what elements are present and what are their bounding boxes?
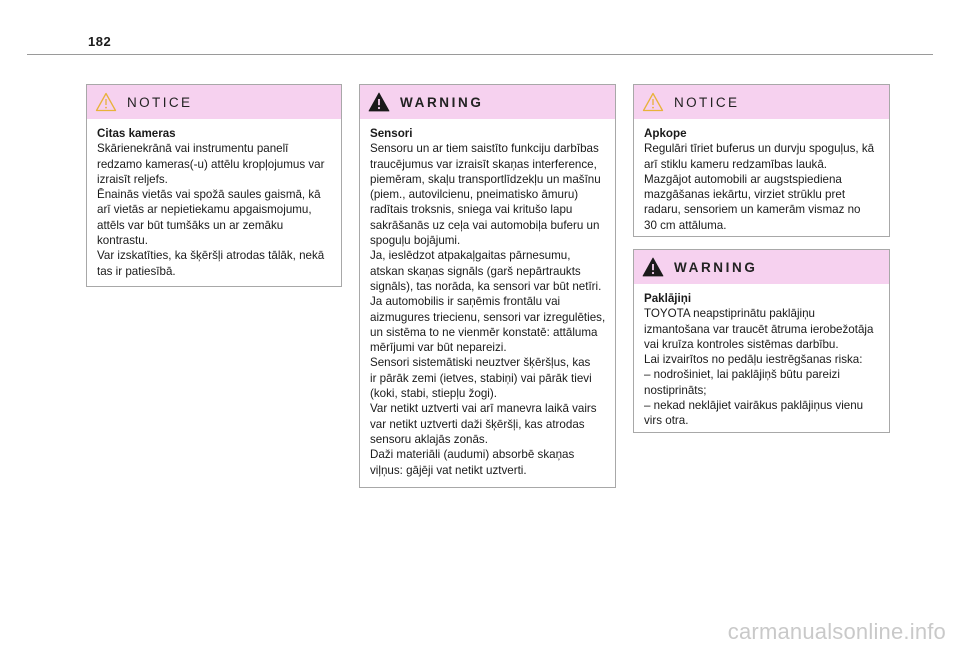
warning-triangle-icon xyxy=(642,257,664,277)
text-line: aizmugures triecienu, sensori var izregulēties, xyxy=(370,310,606,324)
text-line: atskan skaņas signāls (garš nepārtraukts xyxy=(370,264,581,278)
text-line: Ja, ieslēdzot atpakaļgaitas pārnesumu, xyxy=(370,249,571,263)
text-line: arī vietās ar nepietiekamu apgaismojumu, xyxy=(97,203,312,217)
text-line: redzamo kameras(-u) attēlu kropļojumus var xyxy=(97,157,325,171)
text-line: radaru, sensoriem un kamerām vismaz no xyxy=(644,203,861,217)
watermark: carmanualsonline.info xyxy=(727,619,946,644)
text-line: piemēram, skaļu transportlīdzekļu un mašīnu xyxy=(370,172,601,186)
warning-box-floor-mats xyxy=(633,249,890,433)
text-line: ir pārāk zemi (ietves, stabiņi) vai pārāk tievi xyxy=(370,371,592,385)
text-line: tas ir patiesībā. xyxy=(97,264,176,278)
notice-box-maintenance xyxy=(633,84,890,237)
text-line: attēls var būt tumšāks un ar zemāku xyxy=(97,218,284,232)
text-line: virs otra. xyxy=(644,414,689,428)
text-line: mērījumi var būt nepareizi. xyxy=(370,341,507,355)
text-line: Var izskatīties, ka šķēršļi atrodas tālāk, nekā xyxy=(97,249,325,263)
text-line: Ēnainās vietās vai spožā saules gaismā, kā xyxy=(97,188,321,202)
top-rule xyxy=(27,54,933,55)
text-line: radītais troksnis, sniega vai kritušo lapu xyxy=(370,203,573,217)
text-line: Var netikt uztverti vai arī manevra laikā vairs xyxy=(370,402,597,416)
notice-title: NOTICE xyxy=(674,94,740,110)
notice-triangle-icon xyxy=(95,92,117,112)
notice-body xyxy=(634,119,889,241)
text-line: Sensori sistemātiski neuztver šķēršļus, kas xyxy=(370,356,591,370)
notice-header xyxy=(634,85,889,119)
text-line: – nodrošiniet, lai paklājiņš būtu pareizi xyxy=(644,368,840,382)
text-line: Regulāri tīriet buferus un durvju spoguļus, kā xyxy=(644,142,875,156)
warning-heading: Paklājiņi xyxy=(644,292,692,305)
text-line: izraisīt reljefs. xyxy=(97,172,168,186)
page-number: 182 xyxy=(88,34,112,49)
warning-title: WARNING xyxy=(400,94,484,110)
warning-body xyxy=(634,284,889,437)
text-line: viļņus: gājēji vat netikt uztverti. xyxy=(370,463,527,477)
text-line: arī stiklu kameru redzamības laukā. xyxy=(644,157,827,171)
warning-triangle-icon xyxy=(368,92,390,112)
text-line: nostiprināts; xyxy=(644,383,707,397)
text-line: Daži materiāli (audumi) absorbē skaņas xyxy=(370,448,575,462)
notice-header xyxy=(87,85,341,119)
warning-title: WARNING xyxy=(674,259,758,275)
text-line: sakrāšanās uz ceļa vai automobiļa buferu un xyxy=(370,218,600,232)
notice-heading: Citas kameras xyxy=(97,127,176,140)
text-line: traucējumus var izraisīt skaņas interference, xyxy=(370,157,597,171)
warning-body xyxy=(360,119,615,486)
notice-box-cameras xyxy=(86,84,342,287)
warning-box-sensors xyxy=(359,84,616,488)
text-line: izmantošana var traucēt ātruma ierobežotāja xyxy=(644,322,874,336)
text-line: TOYOTA neapstiprinātu paklājiņu xyxy=(644,307,815,321)
text-line: vai kruīza kontroles sistēmas darbību. xyxy=(644,337,839,351)
warning-header xyxy=(360,85,615,119)
text-line: mazgāšanas iekārtu, virziet strūklu pret xyxy=(644,188,846,202)
text-line: signāls), tas norāda, ka sensori var būt netīri. xyxy=(370,279,602,293)
text-line: sensoru aklajās zonās. xyxy=(370,432,488,446)
text-line: – nekad neklājiet vairākus paklājiņus vienu xyxy=(644,399,864,413)
text-line: kontrastu. xyxy=(97,234,148,248)
text-line: (koki, stabi, stiepļu žogi). xyxy=(370,387,497,401)
notice-heading: Apkope xyxy=(644,127,687,140)
text-line: (piem., autovilcienu, pneimatisko āmuru) xyxy=(370,188,579,202)
text-line: Ja automobilis ir saņēmis frontālu vai xyxy=(370,295,561,309)
notice-triangle-icon xyxy=(642,92,664,112)
text-line: Lai izvairītos no pedāļu iestrēgšanas riska: xyxy=(644,353,863,367)
text-line: Sensoru un ar tiem saistīto funkciju darbības xyxy=(370,142,599,156)
text-line: Skārienekrānā vai instrumentu panelī xyxy=(97,142,289,156)
text-line: Mazgājot automobili ar augstspiediena xyxy=(644,172,842,186)
notice-body xyxy=(87,119,341,287)
warning-heading: Sensori xyxy=(370,127,413,140)
warning-header xyxy=(634,250,889,284)
text-line: 30 cm attāluma. xyxy=(644,218,727,232)
text-line: spoguļu bojājumi. xyxy=(370,234,461,248)
notice-title: NOTICE xyxy=(127,94,193,110)
text-line: var netikt uztverti daži šķēršļi, kas atrodas xyxy=(370,417,585,431)
text-line: un sistēma to ne vienmēr konstatē: attāluma xyxy=(370,325,598,339)
